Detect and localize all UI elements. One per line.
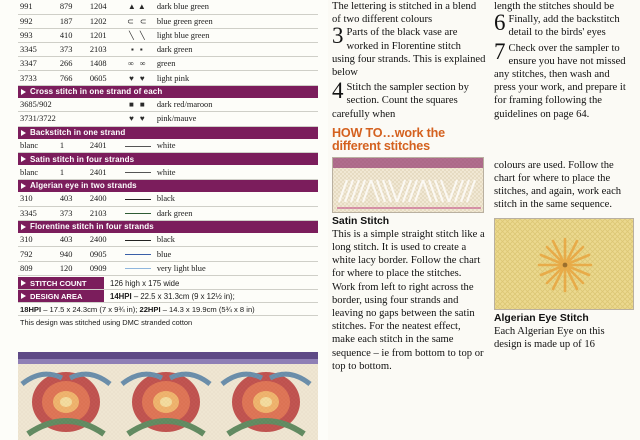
anchor-number: 766	[58, 71, 88, 85]
design-area-dims-18: – 17.5 x 24.3cm (7 x 9¾ in);	[41, 304, 140, 314]
madeira-number: 1201	[88, 28, 121, 42]
madeira-number: 1204	[88, 0, 121, 14]
key-section-header	[18, 153, 318, 166]
table-row	[18, 57, 318, 71]
line-symbol-icon	[125, 172, 151, 173]
dmc-number: 310	[18, 192, 58, 206]
anchor-number: 266	[58, 57, 88, 71]
madeira-number: 2103	[88, 43, 121, 57]
right-continuation-body: colours are used. Follow the chart for where to place the stitches, and again, work each stitch in the same sequence.	[494, 159, 622, 211]
design-area-row	[18, 290, 318, 303]
stitch-symbol	[121, 247, 155, 261]
stitch-symbol	[121, 261, 155, 275]
colour-name: light blue green	[155, 28, 318, 42]
madeira-number: 2401	[88, 165, 121, 179]
line-symbol-icon	[125, 146, 151, 147]
right-column	[492, 0, 640, 440]
satin-stitch-heading: Satin Stitch	[332, 215, 390, 227]
design-area-dims-22: – 14.3 x 19.9cm (5¾ x 8 in)	[160, 304, 255, 314]
stitch-symbol	[121, 206, 155, 220]
table-row	[18, 14, 318, 28]
stitch-symbol: ♥ ♥	[121, 112, 155, 126]
colour-name: dark green	[155, 43, 318, 57]
thread-key-table	[18, 0, 318, 276]
dmc-number: 3731/3722	[18, 112, 58, 126]
step-6	[494, 10, 634, 39]
step-4	[332, 78, 486, 121]
madeira-number: 2400	[88, 233, 121, 247]
madeira-number: 2401	[88, 139, 121, 153]
dmc-number: 993	[18, 28, 58, 42]
satin-stitch-body: This is a simple straight stitch like a long stitch. It is used to create a white lacy border. Follow the chart for where to place the stitches. Work from left to right across the border, using four strands and leaving no gaps between the satin stitches. For the neatest effect, make each stitch in the same sequence – ie from bottom to top or top to bottom.	[332, 228, 485, 372]
anchor-number: 403	[58, 233, 88, 247]
colour-name: white	[155, 165, 318, 179]
stitch-symbol	[121, 165, 155, 179]
stitch-symbol: ▪ ▪	[121, 43, 155, 57]
design-area-value-1	[104, 292, 235, 301]
table-row	[18, 112, 318, 126]
colour-name: dark blue green	[155, 0, 318, 14]
anchor-number: 187	[58, 14, 88, 28]
design-area-hpi-22: 22HPI	[139, 304, 161, 314]
key-section-header	[18, 85, 318, 98]
design-area-label: DESIGN AREA	[18, 290, 104, 302]
step-3	[332, 23, 486, 79]
anchor-number: 410	[58, 28, 88, 42]
colour-name: black	[155, 233, 318, 247]
howto-heading: HOW TO…work the different stitches	[332, 125, 445, 153]
table-row	[18, 192, 318, 206]
line-symbol-icon	[125, 268, 151, 269]
colour-name: green	[155, 57, 318, 71]
anchor-number: 1	[58, 165, 88, 179]
dmc-number: 3733	[18, 71, 58, 85]
table-row	[18, 0, 318, 14]
anchor-number: 940	[58, 247, 88, 261]
dmc-number: 310	[18, 233, 58, 247]
stitch-symbol: ∞ ∞	[121, 57, 155, 71]
middle-column	[330, 0, 490, 440]
anchor-number: 403	[58, 192, 88, 206]
algerian-eye-body: Each Algerian Eye on this design is made up of 16	[494, 325, 605, 350]
step-7-number: 7	[494, 38, 506, 64]
table-row	[18, 71, 318, 85]
table-row	[18, 261, 318, 275]
line-symbol-icon	[125, 240, 151, 241]
table-row	[18, 206, 318, 220]
table-row	[18, 139, 318, 153]
madeira-number: 0909	[88, 261, 121, 275]
key-section-header	[18, 179, 318, 192]
design-area-hpi-14: 14HPI	[110, 291, 132, 301]
intro-paragraph: The lettering is stitched in a blend of two different colours	[332, 1, 477, 26]
key-section-label: Backstitch in one strand	[18, 126, 318, 139]
table-row	[18, 247, 318, 261]
step-3-text: Parts of the black vase are worked in Florentine stitch using four strands. This is explained below	[332, 27, 486, 79]
key-section-label: Satin stitch in four strands	[18, 153, 318, 166]
algerian-eye-sample-photo	[494, 218, 634, 310]
dmc-number: 991	[18, 0, 58, 14]
embroidery-band-svg	[18, 352, 318, 440]
anchor-number: 373	[58, 43, 88, 57]
madeira-number: 0605	[88, 71, 121, 85]
madeira-number: 2400	[88, 192, 121, 206]
colour-name: light pink	[155, 71, 318, 85]
stitch-symbol: ╲ ╲	[121, 28, 155, 42]
dmc-number: 3685/902	[18, 98, 58, 112]
anchor-number: 120	[58, 261, 88, 275]
dmc-number: 3345	[18, 206, 58, 220]
table-row	[18, 98, 318, 112]
stitch-symbol: ■ ■	[121, 98, 155, 112]
stitch-symbol: ▲▲	[121, 0, 155, 14]
step-4-text: Stitch the sampler section by section. Count the squares carefully when	[332, 82, 469, 120]
dmc-number: 992	[18, 14, 58, 28]
satin-stitch-sample-svg	[333, 158, 484, 213]
stitch-symbol: ⊂ ⊂	[121, 14, 155, 28]
anchor-number: 373	[58, 206, 88, 220]
design-meta-block	[18, 277, 318, 329]
stitch-count-label: STITCH COUNT	[18, 277, 104, 289]
design-area-value-2	[18, 303, 318, 316]
step-6-number: 6	[494, 10, 506, 36]
stitch-symbol	[121, 233, 155, 247]
stitch-symbol	[121, 192, 155, 206]
line-symbol-icon	[125, 199, 151, 200]
madeira-number: 0905	[88, 247, 121, 261]
dmc-number: 809	[18, 261, 58, 275]
colour-name: dark green	[155, 206, 318, 220]
madeira-number	[88, 98, 121, 112]
colour-name: pink/mauve	[155, 112, 318, 126]
anchor-number	[58, 112, 88, 126]
anchor-number: 879	[58, 0, 88, 14]
table-row	[18, 165, 318, 179]
dmc-number: 3347	[18, 57, 58, 71]
stitch-symbol: ♥ ♥	[121, 71, 155, 85]
colour-name: blue green green	[155, 14, 318, 28]
colour-name: blue	[155, 247, 318, 261]
line-symbol-icon	[125, 213, 151, 214]
algerian-eye-heading: Algerian Eye Stitch	[494, 312, 589, 324]
step-7	[494, 38, 634, 121]
table-row	[18, 43, 318, 57]
key-section-label: Florentine stitch in four strands	[18, 220, 318, 233]
step-6-text: Finally, add the backstitch detail to the birds' eyes	[508, 14, 620, 39]
madeira-number	[88, 112, 121, 126]
colour-name: black	[155, 192, 318, 206]
anchor-number: 1	[58, 139, 88, 153]
design-area-hpi-18: 18HPI	[20, 304, 42, 314]
stitch-count-row	[18, 277, 318, 290]
stitch-count-value: 126 high x 175 wide	[110, 278, 180, 288]
colour-name: dark red/maroon	[155, 98, 318, 112]
key-section-header	[18, 126, 318, 139]
algerian-eye-sample-svg	[495, 219, 634, 310]
colour-name: very light blue	[155, 261, 318, 275]
step-5-continuation: length the stitches should be	[494, 1, 615, 12]
embroidery-band-photo	[18, 352, 318, 440]
madeira-number: 2103	[88, 206, 121, 220]
step-7-text: Check over the sampler to ensure you have not missed any stitches, then wash and press your work, and prepare it for framing following the guidelines on page 64.	[494, 42, 626, 120]
dmc-number: blanc	[18, 165, 58, 179]
dmc-number: 792	[18, 247, 58, 261]
design-area-dims-14: – 22.5 x 31.3cm (9 x 12½ in);	[131, 291, 235, 301]
key-section-label: Cross stitch in one strand of each	[18, 85, 318, 98]
line-symbol-icon	[125, 254, 151, 255]
table-row	[18, 233, 318, 247]
table-row	[18, 28, 318, 42]
thread-brand-note: This design was stitched using DMC stranded cotton	[20, 318, 193, 327]
key-section-label: Algerian eye in two strands	[18, 179, 318, 192]
madeira-number: 1408	[88, 57, 121, 71]
key-section-header	[18, 220, 318, 233]
madeira-number: 1202	[88, 14, 121, 28]
satin-stitch-sample-photo	[332, 157, 484, 213]
colour-name: white	[155, 139, 318, 153]
stitch-symbol	[121, 139, 155, 153]
step-3-number: 3	[332, 23, 344, 49]
dmc-number: blanc	[18, 139, 58, 153]
anchor-number	[58, 98, 88, 112]
step-4-number: 4	[332, 78, 344, 104]
dmc-number: 3345	[18, 43, 58, 57]
